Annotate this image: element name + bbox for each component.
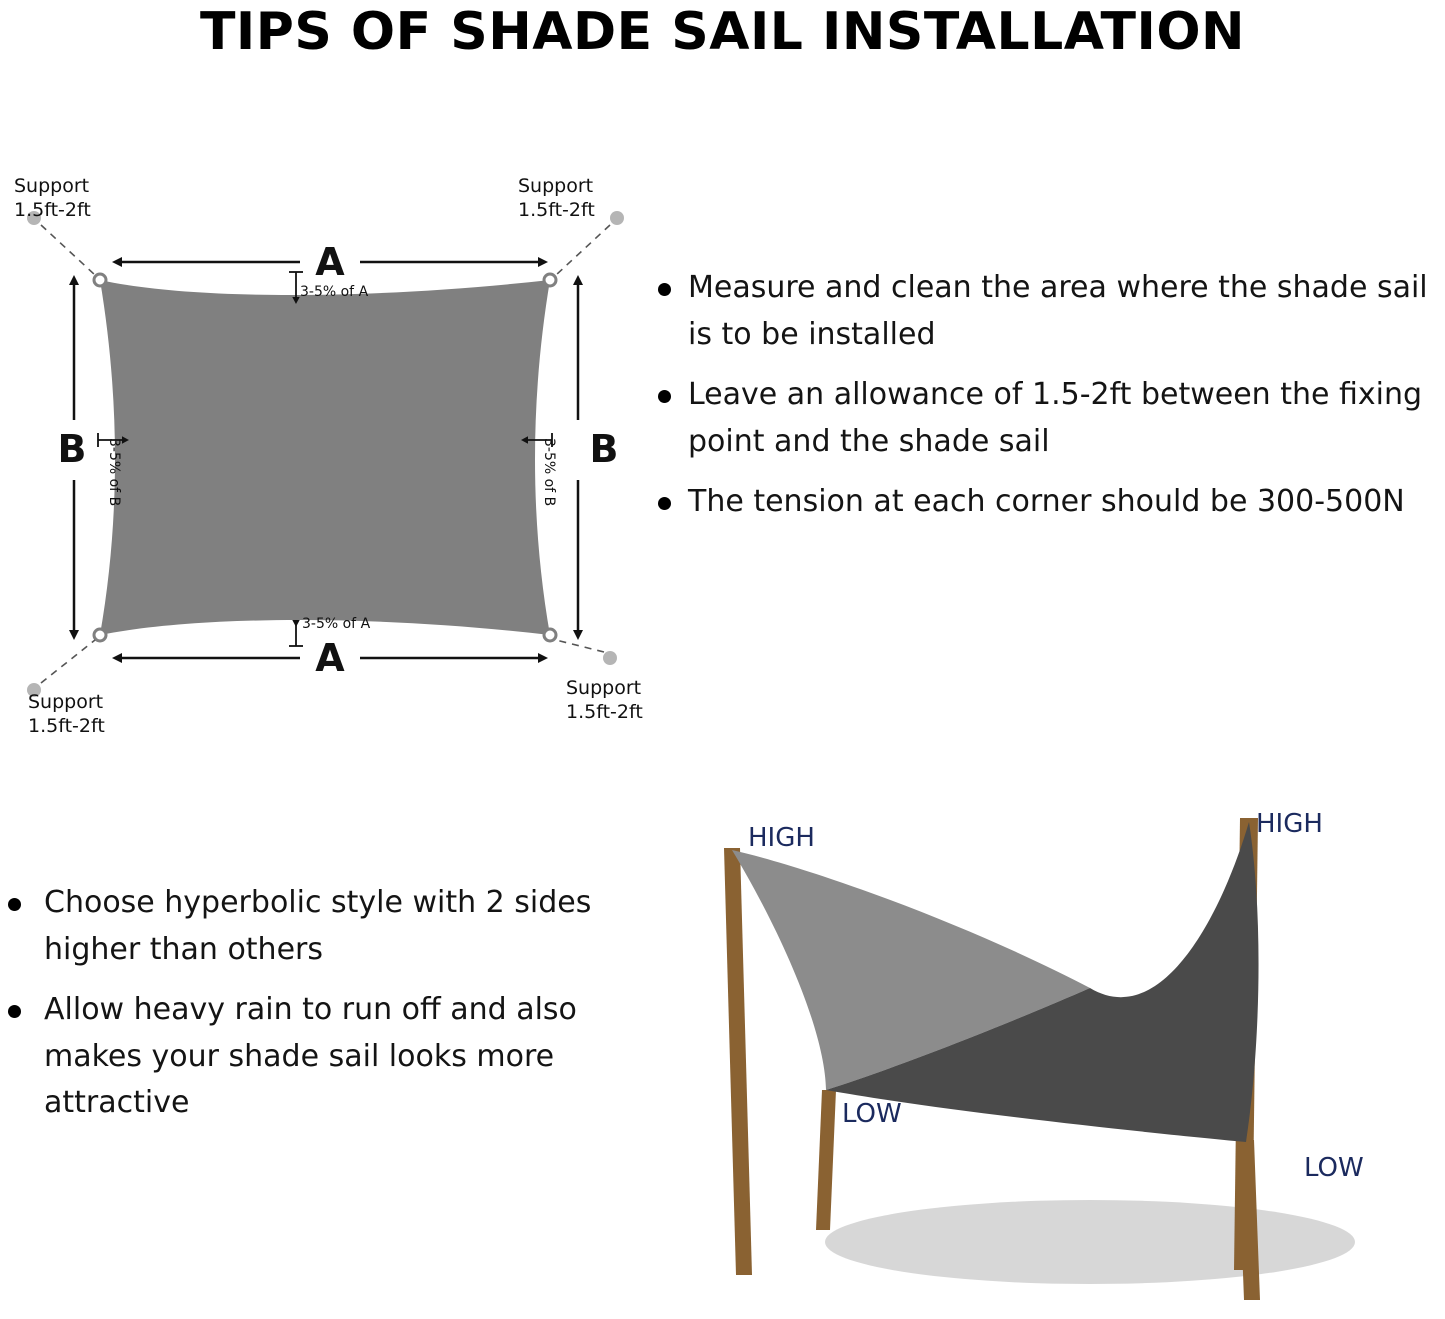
tips-bottom-list-container <box>0 880 625 1141</box>
post-low-left <box>816 1090 836 1230</box>
svg-text:B: B <box>57 427 87 471</box>
list-item: Measure and clean the area where the shade sail is to be installed <box>648 265 1445 358</box>
label-high-left: HIGH <box>748 823 815 853</box>
support-label-line1: Support <box>518 175 594 197</box>
support-label-line2: 1.5ft-2ft <box>518 199 595 221</box>
label-low-left: LOW <box>842 1099 902 1129</box>
label-low-right: LOW <box>1304 1153 1364 1183</box>
support-label-line2: 1.5ft-2ft <box>14 199 91 221</box>
support-label-line1: Support <box>28 691 104 713</box>
list-item: Leave an allowance of 1.5-2ft between the fixing point and the shade sail <box>648 372 1445 465</box>
tips-top-list-container <box>648 265 1445 540</box>
label-high-right: HIGH <box>1256 809 1323 839</box>
support-label-top-right <box>518 175 595 221</box>
dimension-a-top <box>122 240 538 284</box>
list-item: Choose hyperbolic style with 2 sides higher than others <box>0 880 625 973</box>
post-high-left <box>724 848 752 1275</box>
support-label-top-left <box>14 175 91 221</box>
top-diagram-container <box>0 150 660 740</box>
svg-text:A: A <box>315 240 345 284</box>
shade-sail-shape <box>100 280 550 635</box>
svg-text:3-5% of B: 3-5% of B <box>106 438 122 507</box>
page-title: TIPS OF SHADE SAIL INSTALLATION <box>199 2 1246 62</box>
tips-top-list <box>648 265 1445 526</box>
support-label-line2: 1.5ft-2ft <box>566 701 643 723</box>
svg-text:3-5% of A: 3-5% of A <box>302 616 371 632</box>
svg-text:3-5% of A: 3-5% of A <box>300 284 369 300</box>
svg-text:B: B <box>589 427 619 471</box>
support-label-bottom-left <box>28 691 105 737</box>
support-label-bottom-right <box>566 677 643 723</box>
svg-text:3-5% of B: 3-5% of B <box>541 438 557 507</box>
list-item: The tension at each corner should be 300-500N <box>648 479 1445 526</box>
dimension-a-bottom <box>122 636 538 680</box>
tips-bottom-list <box>0 880 625 1127</box>
svg-text:A: A <box>315 636 345 680</box>
sag-indicator-left <box>98 433 122 506</box>
support-label-line1: Support <box>14 175 90 197</box>
dimension-b-left <box>58 285 87 630</box>
bottom-diagram-container <box>620 760 1445 1319</box>
support-label-line2: 1.5ft-2ft <box>28 715 105 737</box>
ground-shadow <box>825 1200 1355 1284</box>
support-label-line1: Support <box>566 677 642 699</box>
dimension-b-right <box>578 285 618 630</box>
list-item: Allow heavy rain to run off and also makes your shade sail looks more attractive <box>0 987 625 1127</box>
